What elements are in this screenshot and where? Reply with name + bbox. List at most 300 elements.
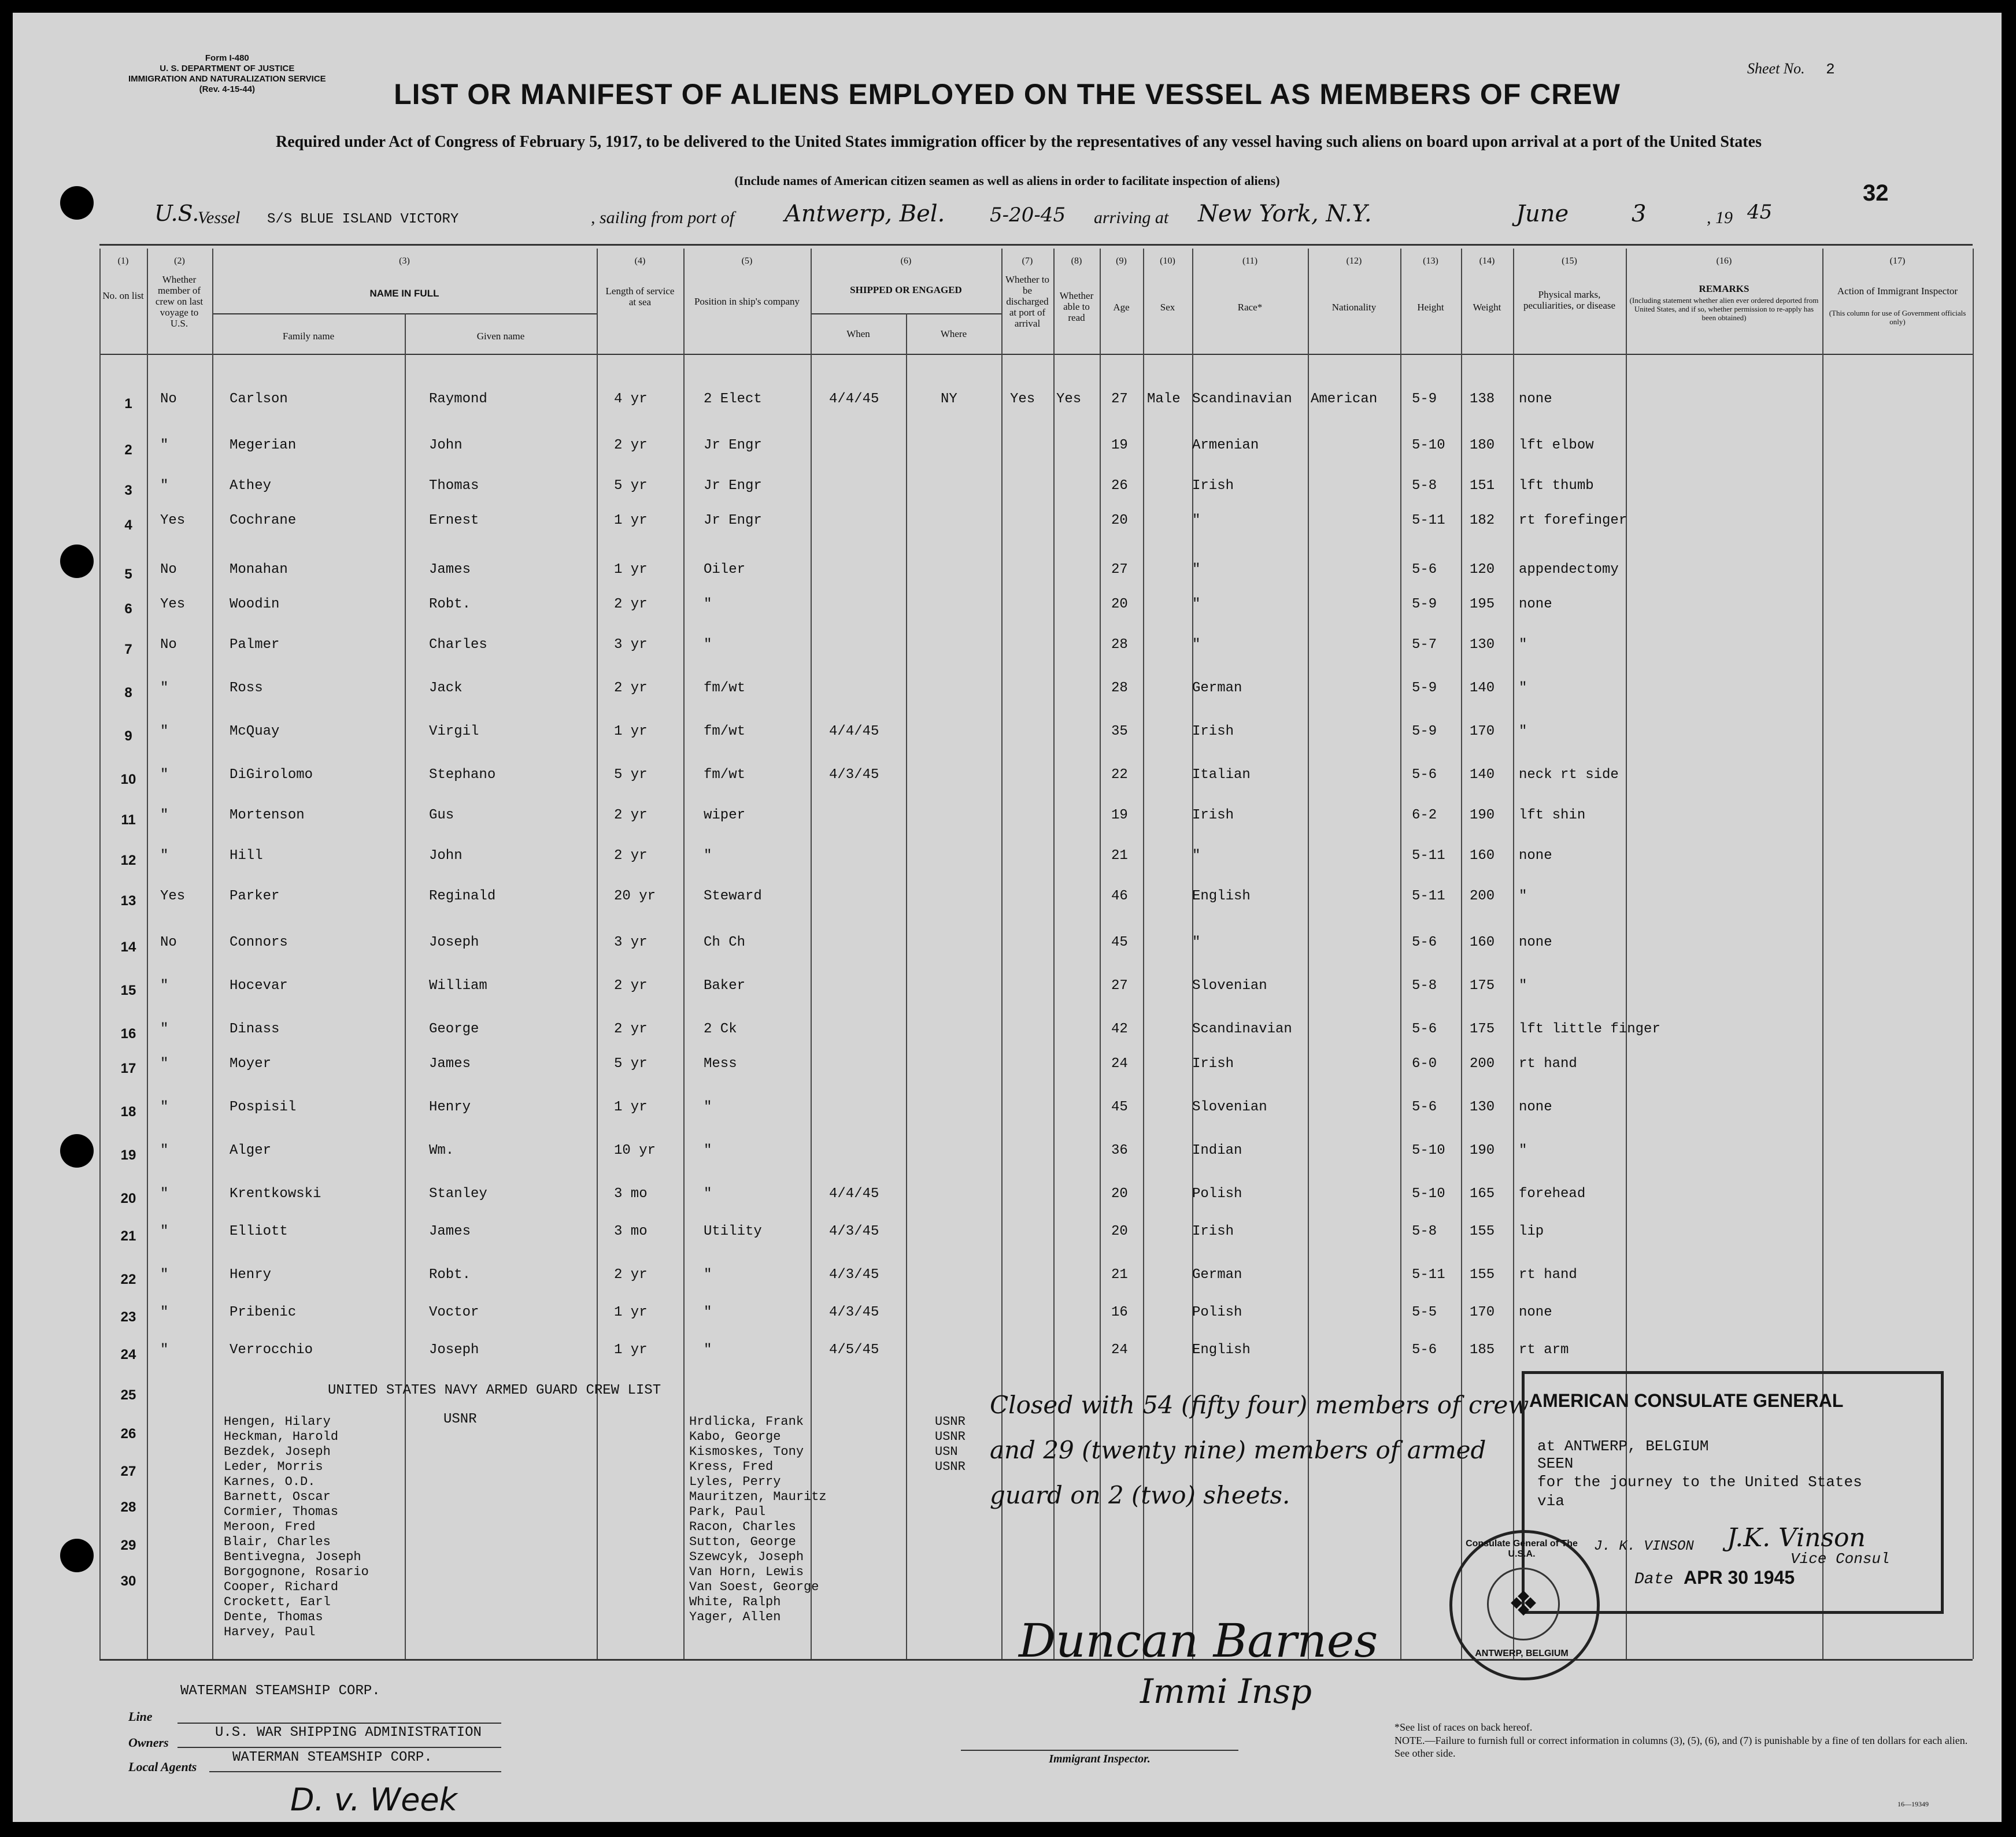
navy-crew-name: Barnett, Oscar <box>224 1490 331 1504</box>
col7-num: (7) <box>1022 256 1033 266</box>
prev-voyage-cell: " <box>160 978 169 994</box>
navy-left-service: USNR <box>443 1412 477 1427</box>
height-cell: 5-11 <box>1412 513 1445 528</box>
family-name-cell: Palmer <box>230 637 280 653</box>
weight-cell: 151 <box>1470 478 1495 494</box>
race-cell: English <box>1192 1342 1251 1358</box>
family-name-cell: Carlson <box>230 391 288 407</box>
position-cell: " <box>704 1099 712 1115</box>
physical-marks-cell: rt hand <box>1519 1267 1577 1283</box>
height-cell: 6-2 <box>1412 808 1437 823</box>
family-name-cell: Athey <box>230 478 272 494</box>
row-number: 13 <box>120 893 136 909</box>
race-cell: Irish <box>1192 1224 1234 1239</box>
age-cell: 20 <box>1111 1224 1128 1239</box>
race-cell: Polish <box>1192 1305 1242 1320</box>
position-cell: " <box>704 1267 712 1283</box>
navy-service-branch: USNR <box>935 1414 966 1429</box>
row-number: 28 <box>120 1499 136 1515</box>
age-cell: 19 <box>1111 808 1128 823</box>
physical-marks-cell: " <box>1519 637 1527 653</box>
weight-cell: 155 <box>1470 1267 1495 1283</box>
family-name-cell: Mortenson <box>230 808 305 823</box>
given-name-cell: Virgil <box>429 724 479 739</box>
navy-crew-name: Park, Paul <box>689 1505 766 1519</box>
family-name-cell: Pospisil <box>230 1099 297 1115</box>
weight-cell: 175 <box>1470 978 1495 994</box>
height-cell: 6-0 <box>1412 1056 1437 1072</box>
service-length-cell: 3 mo <box>614 1224 648 1239</box>
col6-when: When <box>846 328 870 339</box>
position-cell: " <box>704 1186 712 1202</box>
row-number: 18 <box>120 1104 136 1120</box>
physical-marks-cell: rt forefinger <box>1519 513 1627 528</box>
family-name-cell: Parker <box>230 888 280 904</box>
weight-cell: 140 <box>1470 767 1495 783</box>
stamp-title: AMERICAN CONSULATE GENERAL <box>1529 1390 1844 1411</box>
physical-marks-cell: lft thumb <box>1519 478 1594 494</box>
weight-cell: 195 <box>1470 597 1495 612</box>
height-cell: 5-9 <box>1412 597 1437 612</box>
stamp-via: via <box>1537 1492 1564 1510</box>
physical-marks-cell: none <box>1519 848 1552 864</box>
position-cell: Jr Engr <box>704 478 762 494</box>
col5-label: Position in ship's company <box>694 296 800 307</box>
height-cell: 5-11 <box>1412 888 1445 904</box>
age-cell: 19 <box>1111 438 1128 453</box>
col4-label: Length of service at sea <box>605 286 675 308</box>
row-number: 24 <box>120 1347 136 1362</box>
age-cell: 21 <box>1111 848 1128 864</box>
col-line <box>597 249 598 1659</box>
navy-list-heading: UNITED STATES NAVY ARMED GUARD CREW LIST <box>328 1383 661 1398</box>
height-cell: 5-10 <box>1412 1186 1445 1202</box>
footer-note-races: *See list of races on back hereof. <box>1394 1721 1533 1733</box>
col12-num: (12) <box>1346 256 1362 266</box>
col-line <box>405 313 406 1659</box>
weight-cell: 165 <box>1470 1186 1495 1202</box>
col1-label: No. on list <box>102 290 144 301</box>
col4-num: (4) <box>634 256 646 266</box>
col-line <box>99 249 101 1659</box>
service-length-cell: 5 yr <box>614 478 648 494</box>
age-cell: 24 <box>1111 1056 1128 1072</box>
col10-num: (10) <box>1160 256 1175 266</box>
col3-given: Given name <box>476 331 525 342</box>
physical-marks-cell: forehead <box>1519 1186 1586 1202</box>
service-length-cell: 2 yr <box>614 808 648 823</box>
punch-hole-icon <box>60 1134 94 1168</box>
port-from: Antwerp, Bel. <box>785 201 945 227</box>
punch-hole-icon <box>60 186 94 220</box>
given-name-cell: Jack <box>429 680 463 696</box>
vessel-label: Vessel <box>198 208 241 227</box>
prev-voyage-cell: " <box>160 1267 169 1283</box>
navy-crew-name: Hengen, Hilary <box>224 1414 331 1429</box>
prev-voyage-cell: " <box>160 1224 169 1239</box>
col15-label: Physical marks, peculiarities, or disease <box>1523 289 1616 311</box>
navy-crew-name: Van Soest, George <box>689 1580 819 1594</box>
col-line <box>811 249 812 1659</box>
given-name-cell: John <box>429 848 463 864</box>
position-cell: " <box>704 1143 712 1158</box>
arriving-label: arriving at <box>1094 208 1169 227</box>
physical-marks-cell: lft shin <box>1519 808 1586 823</box>
height-cell: 5-6 <box>1412 767 1437 783</box>
family-name-cell: Cochrane <box>230 513 297 528</box>
navy-crew-name: Crockett, Earl <box>224 1595 331 1609</box>
col1-num: (1) <box>117 256 129 266</box>
weight-cell: 170 <box>1470 724 1495 739</box>
family-name-cell: Connors <box>230 935 288 950</box>
weight-cell: 185 <box>1470 1342 1495 1358</box>
age-cell: 21 <box>1111 1267 1128 1283</box>
row-number: 26 <box>120 1426 136 1442</box>
subtitle: Required under Act of Congress of February 5, 1917, to be delivered to the United States immigration officer by the representatives of any vessel having such aliens on board upon arrival at a port of the United States <box>276 133 1762 151</box>
sheet-number-label: Sheet No. <box>1747 60 1805 77</box>
weight-cell: 200 <box>1470 1056 1495 1072</box>
given-name-cell: Joseph <box>429 1342 479 1358</box>
closing-note <box>990 1383 1529 1518</box>
arrival-year: 45 <box>1747 201 1773 224</box>
height-cell: 5-6 <box>1412 1021 1437 1037</box>
weight-cell: 175 <box>1470 1021 1495 1037</box>
col-line <box>147 249 148 1659</box>
prev-voyage-cell: " <box>160 1342 169 1358</box>
form-dept: U. S. DEPARTMENT OF JUSTICE <box>160 64 295 73</box>
weight-cell: 190 <box>1470 808 1495 823</box>
footer-agents-label: Local Agents <box>128 1760 197 1774</box>
height-cell: 5-8 <box>1412 478 1437 494</box>
position-cell: " <box>704 597 712 612</box>
form-number: Form I-480 <box>205 53 249 63</box>
col11-label: Race* <box>1237 302 1263 313</box>
consulate-seal-icon: ❖ Consulate General of The U.S.A. ANTWERP, BELGIUM <box>1449 1530 1600 1680</box>
position-cell: 2 Elect <box>704 391 762 407</box>
age-cell: 20 <box>1111 1186 1128 1202</box>
form-rev: (Rev. 4-15-44) <box>199 84 256 94</box>
row-number: 8 <box>124 685 132 701</box>
position-cell: Baker <box>704 978 746 994</box>
height-cell: 5-8 <box>1412 978 1437 994</box>
col17-num: (17) <box>1889 256 1906 266</box>
col6-label: SHIPPED OR ENGAGED <box>850 284 962 295</box>
prev-voyage-cell: " <box>160 1143 169 1158</box>
service-length-cell: 3 yr <box>614 935 648 950</box>
given-name-cell: James <box>429 562 471 577</box>
prev-voyage-cell: " <box>160 1186 169 1202</box>
col7-label: Whether to be discharged at port of arrival <box>1005 274 1049 329</box>
prev-voyage-cell: " <box>160 808 169 823</box>
navy-crew-name: Dente, Thomas <box>224 1610 323 1624</box>
vessel-mark: U.S. <box>154 201 199 226</box>
family-name-cell: DiGirolomo <box>230 767 313 783</box>
col17-label: Action of Immigrant Inspector <box>1837 286 1958 297</box>
row-number: 30 <box>120 1573 136 1589</box>
prev-voyage-cell: " <box>160 1305 169 1320</box>
port-to: New York, N.Y. <box>1198 201 1372 227</box>
service-length-cell: 1 yr <box>614 1305 648 1320</box>
footer-line-label: Line <box>128 1709 153 1724</box>
position-cell: Jr Engr <box>704 513 762 528</box>
row-number: 12 <box>120 853 136 868</box>
service-length-cell: 2 yr <box>614 848 648 864</box>
row-number: 3 <box>124 483 132 498</box>
race-cell: " <box>1192 848 1201 864</box>
row-number: 23 <box>120 1309 136 1325</box>
col6-where: Where <box>940 328 967 339</box>
sex-cell: Male <box>1147 391 1181 407</box>
given-name-cell: Henry <box>429 1099 471 1115</box>
col6-num: (6) <box>900 256 912 266</box>
race-cell: Armenian <box>1192 438 1259 453</box>
given-name-cell: Stephano <box>429 767 496 783</box>
prev-voyage-cell: " <box>160 478 169 494</box>
age-cell: 27 <box>1111 978 1128 994</box>
race-cell: Polish <box>1192 1186 1242 1202</box>
physical-marks-cell: none <box>1519 391 1552 407</box>
race-cell: Italian <box>1192 767 1251 783</box>
navy-service-branch: USNR <box>935 1429 966 1444</box>
col10-label: Sex <box>1160 302 1175 313</box>
family-name-cell: Hill <box>230 848 263 864</box>
col12-label: Nationality <box>1331 302 1377 313</box>
inspector-label: Immigrant Inspector. <box>1049 1753 1151 1765</box>
row-number: 10 <box>120 772 136 787</box>
height-cell: 5-11 <box>1412 848 1445 864</box>
col16-num: (16) <box>1716 256 1732 266</box>
height-cell: 5-10 <box>1412 1143 1445 1158</box>
year-prefix: , 19 <box>1707 208 1733 227</box>
row-number: 25 <box>120 1387 136 1403</box>
prev-voyage-cell: " <box>160 1021 169 1037</box>
family-name-cell: Henry <box>230 1267 272 1283</box>
weight-cell: 160 <box>1470 848 1495 864</box>
navy-crew-name: Kabo, George <box>689 1429 781 1444</box>
prev-voyage-cell: " <box>160 680 169 696</box>
row-number: 4 <box>124 517 132 533</box>
col13-label: Height <box>1417 302 1444 313</box>
navy-crew-name: Cormier, Thomas <box>224 1505 339 1519</box>
given-name-cell: Wm. <box>429 1143 454 1158</box>
height-cell: 5-9 <box>1412 391 1437 407</box>
race-cell: " <box>1192 597 1201 612</box>
col8-num: (8) <box>1071 256 1082 266</box>
arrival-day: 3 <box>1632 201 1647 227</box>
closing-note-line: and 29 (twenty nine) members of armed <box>990 1436 1486 1464</box>
family-name-cell: Dinass <box>230 1021 280 1037</box>
race-cell: Irish <box>1192 478 1234 494</box>
given-name-cell: James <box>429 1224 471 1239</box>
height-cell: 5-9 <box>1412 724 1437 739</box>
col-line <box>906 313 907 1659</box>
prev-voyage-cell: " <box>160 724 169 739</box>
stamp-date: APR 30 1945 <box>1684 1567 1795 1588</box>
row-number: 16 <box>120 1026 136 1042</box>
age-cell: 45 <box>1111 1099 1128 1115</box>
family-name-cell: Verrocchio <box>230 1342 313 1358</box>
col-line <box>1973 249 1974 1659</box>
prev-voyage-cell: Yes <box>160 597 186 612</box>
physical-marks-cell: none <box>1519 597 1552 612</box>
weight-cell: 190 <box>1470 1143 1495 1158</box>
age-cell: 46 <box>1111 888 1128 904</box>
service-length-cell: 10 yr <box>614 1143 656 1158</box>
prev-voyage-cell: No <box>160 562 177 577</box>
service-length-cell: 1 yr <box>614 724 648 739</box>
physical-marks-cell: " <box>1519 978 1527 994</box>
race-cell: German <box>1192 1267 1242 1283</box>
form-service: IMMIGRATION AND NATURALIZATION SERVICE <box>128 74 326 84</box>
height-cell: 5-10 <box>1412 438 1445 453</box>
arrival-month: June <box>1516 201 1569 227</box>
navy-crew-name: Hrdlicka, Frank <box>689 1414 804 1429</box>
punch-hole-icon <box>60 545 94 578</box>
weight-cell: 138 <box>1470 391 1495 407</box>
navy-crew-name: Harvey, Paul <box>224 1625 316 1639</box>
position-cell: wiper <box>704 808 746 823</box>
service-length-cell: 1 yr <box>614 513 648 528</box>
prev-voyage-cell: Yes <box>160 888 186 904</box>
race-cell: Scandinavian <box>1192 391 1292 407</box>
physical-marks-cell: " <box>1519 1143 1527 1158</box>
service-length-cell: 1 yr <box>614 1342 648 1358</box>
row-number: 1 <box>124 396 132 412</box>
age-cell: 26 <box>1111 478 1128 494</box>
row-number: 29 <box>120 1538 136 1553</box>
row-number: 19 <box>120 1147 136 1163</box>
race-cell: English <box>1192 888 1251 904</box>
given-name-cell: Voctor <box>429 1305 479 1320</box>
col14-label: Weight <box>1473 302 1501 313</box>
race-cell: German <box>1192 680 1242 696</box>
row-number: 6 <box>124 601 132 617</box>
navy-crew-name: White, Ralph <box>689 1595 781 1609</box>
prev-voyage-cell: No <box>160 935 177 950</box>
age-cell: 22 <box>1111 767 1128 783</box>
table-top-rule <box>99 244 1973 246</box>
family-name-cell: Alger <box>230 1143 272 1158</box>
service-length-cell: 5 yr <box>614 1056 648 1072</box>
col2-num: (2) <box>174 256 185 266</box>
given-name-cell: John <box>429 438 463 453</box>
stamp-at: at ANTWERP, BELGIUM <box>1537 1438 1709 1455</box>
physical-marks-cell: " <box>1519 888 1527 904</box>
service-length-cell: 2 yr <box>614 680 648 696</box>
inspector-signature: Duncan Barnes <box>1019 1614 1378 1668</box>
age-cell: 24 <box>1111 1342 1128 1358</box>
race-cell: " <box>1192 935 1201 950</box>
family-name-cell: Megerian <box>230 438 297 453</box>
row-number: 14 <box>120 939 136 955</box>
col2-label: Whether member of crew on last voyage to U.S. <box>155 274 204 329</box>
shipped-when-cell: 4/4/45 <box>829 724 879 739</box>
position-cell: Jr Engr <box>704 438 762 453</box>
row-number: 5 <box>124 566 132 582</box>
stamp-signature: J.K. Vinson <box>1727 1523 1866 1553</box>
height-cell: 5-11 <box>1412 1267 1445 1283</box>
prev-voyage-cell: " <box>160 1099 169 1115</box>
service-length-cell: 2 yr <box>614 438 648 453</box>
col11-num: (11) <box>1242 256 1258 266</box>
age-cell: 27 <box>1111 391 1128 407</box>
position-cell: Oiler <box>704 562 746 577</box>
race-cell: Indian <box>1192 1143 1242 1158</box>
physical-marks-cell: " <box>1519 680 1527 696</box>
position-cell: fm/wt <box>704 767 746 783</box>
age-cell: 27 <box>1111 562 1128 577</box>
closing-note-line: guard on 2 (two) sheets. <box>990 1481 1290 1509</box>
col3-family: Family name <box>282 331 335 342</box>
height-cell: 5-6 <box>1412 562 1437 577</box>
col14-num: (14) <box>1479 256 1495 266</box>
service-length-cell: 2 yr <box>614 1267 648 1283</box>
height-cell: 5-6 <box>1412 1342 1437 1358</box>
physical-marks-cell: none <box>1519 935 1552 950</box>
closing-note-line: Closed with 54 (fifty four) members of crew <box>990 1391 1529 1419</box>
col16-label: REMARKS <box>1699 283 1749 294</box>
given-name-cell: Thomas <box>429 478 479 494</box>
service-length-cell: 20 yr <box>614 888 656 904</box>
seal-bottom-text: ANTWERP, BELGIUM <box>1475 1649 1569 1658</box>
service-length-cell: 2 yr <box>614 597 648 612</box>
navy-crew-name: Sutton, George <box>689 1535 796 1549</box>
stamp-role: Vice Consul <box>1791 1550 1890 1568</box>
row-number: 21 <box>120 1228 136 1244</box>
height-cell: 5-5 <box>1412 1305 1437 1320</box>
position-cell: " <box>704 848 712 864</box>
footer-handwritten: D. v. Week <box>290 1782 457 1818</box>
height-cell: 5-6 <box>1412 1099 1437 1115</box>
footer-line-rule <box>177 1723 501 1724</box>
shipped-when-cell: 4/3/45 <box>829 1305 879 1320</box>
race-cell: Slovenian <box>1192 978 1267 994</box>
service-length-cell: 4 yr <box>614 391 648 407</box>
family-name-cell: Woodin <box>230 597 280 612</box>
family-name-cell: Pribenic <box>230 1305 297 1320</box>
page-number: 32 <box>1863 180 1889 206</box>
physical-marks-cell: none <box>1519 1099 1552 1115</box>
family-name-cell: Elliott <box>230 1224 288 1239</box>
prev-voyage-cell: " <box>160 1056 169 1072</box>
weight-cell: 155 <box>1470 1224 1495 1239</box>
navy-crew-name: Bentivegna, Joseph <box>224 1550 361 1564</box>
col3-label: NAME IN FULL <box>369 288 439 299</box>
inspector-title: Immi Insp <box>1140 1672 1312 1711</box>
given-name-cell: Robt. <box>429 597 471 612</box>
stamp-signer: J. K. VINSON <box>1594 1539 1694 1554</box>
family-name-cell: McQuay <box>230 724 280 739</box>
physical-marks-cell: lip <box>1519 1224 1544 1239</box>
age-cell: 20 <box>1111 597 1128 612</box>
race-cell: Scandinavian <box>1192 1021 1292 1037</box>
shipped-when-cell: 4/4/45 <box>829 391 879 407</box>
col-line <box>683 249 685 1659</box>
physical-marks-cell: none <box>1519 1305 1552 1320</box>
col3-num: (3) <box>399 256 410 266</box>
footer-agents-value: WATERMAN STEAMSHIP CORP. <box>232 1750 432 1765</box>
age-cell: 20 <box>1111 513 1128 528</box>
punch-hole-icon <box>60 1539 94 1572</box>
stamp-journey: for the journey to the United States <box>1537 1473 1862 1491</box>
shipped-when-cell: 4/3/45 <box>829 1224 879 1239</box>
col16-sub: (Including statement whether alien ever ordered deported from United States, and if so, whether permission to re-apply has been obtained) <box>1629 296 1819 322</box>
age-cell: 28 <box>1111 637 1128 653</box>
nationality-cell: American <box>1311 391 1378 407</box>
footer-form-code: 16—19349 <box>1897 1800 1929 1808</box>
navy-crew-name: Van Horn, Lewis <box>689 1565 804 1579</box>
age-cell: 42 <box>1111 1021 1128 1037</box>
